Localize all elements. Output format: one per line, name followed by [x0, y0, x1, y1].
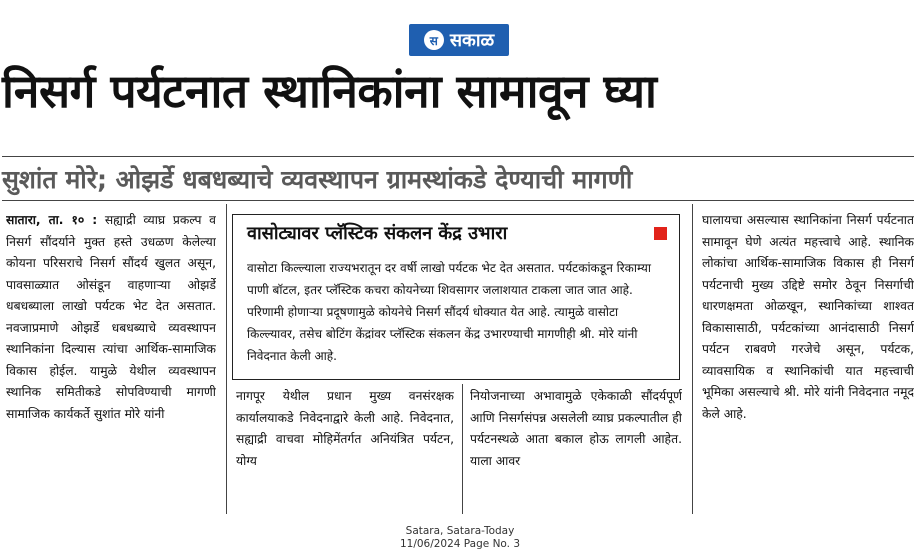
sakal-logo — [409, 24, 509, 56]
logo-text: सकाळ — [449, 30, 495, 51]
article-column-3 — [470, 386, 682, 510]
article-text-1: सह्याद्री व्याघ्र प्रकल्प व निसर्ग सौंदर्याने मुक्त हस्ते उधळण केलेल्या कोयना परिसराचे निसर्ग सौंदर्य खुलत असून, पावसाळ्यात ओसंडून वाहणाऱ्या ओझर्डे धबधब्याला लाखो पर्यटक भेट देत असतात. नवजाप्रमाणे ओझर्डे धबधब्याचे व्यवस्थापन स्थानिकांना दिल्यास त्यांचा आर्थिक-सामाजिक विकास होईल. यामुळे येथील व्यवस्थापन स्थानिक समितीकडे सोपविण्याची मागणी सामाजिक कार्यकर्ते सुशांत मोरे यांनी — [6, 213, 216, 421]
divider-top — [2, 156, 914, 157]
footer-date-page: 11/06/2024 Page No. 3 — [399, 538, 521, 550]
headline: निसर्ग पर्यटनात स्थानिकांना सामावून घ्या — [2, 64, 657, 118]
article-text-3: नियोजनाच्या अभावामुळे एकेकाळी सौंदर्यपूर्ण आणि निसर्गसंपन्न असलेली व्याघ्र प्रकल्पातील ही पर्यटनस्थळे आता बकाल होऊ लागली आहेत. याला आवर — [470, 389, 682, 468]
footer-source: Satara, Satara-Today — [405, 525, 515, 537]
box-body: वासोटा किल्ल्याला राज्यभरातून दर वर्षी लाखो पर्यटक भेट देत असतात. पर्यटकांकडून रिकाम्या पाणी बॉटल, इतर प्लॅस्टिक कचरा कोयनेच्या शिवसागर जलाशयात टाकला जात जात आहे. परिणामी होणाऱ्या प्रदूषणामुळे कोयनेचे निसर्ग सौंदर्य धोक्यात येत आहे. त्यामुळे वासोटा किल्ल्यावर, तसेच बोटिंग केंद्रांवर प्लॅस्टिक संकलन केंद्र उभारण्याची मागणीही श्री. मोरे यांनी निवेदनात केली आहे. — [247, 261, 651, 363]
article-column-1 — [6, 210, 216, 510]
column-divider-2 — [462, 384, 463, 514]
red-square-marker — [654, 227, 667, 240]
page-footer — [330, 525, 590, 551]
column-divider-1 — [226, 204, 227, 514]
logo-emblem-icon: स — [424, 30, 444, 50]
divider-sub — [2, 200, 914, 201]
box-title: वासोट्यावर प्लॅस्टिक संकलन केंद्र उभारा — [247, 223, 508, 244]
subheadline: सुशांत मोरे; ओझर्डे धबधब्याचे व्यवस्थापन ग्रामस्थांकडे देण्याची मागणी — [2, 165, 633, 194]
article-text-2: नागपूर येथील प्रधान मुख्य वनसंरक्षक कार्यालयाकडे निवेदनाद्वारे केली आहे. निवेदनात, सह्याद्री वाचवा मोहिमेंतर्गत अनियंत्रित पर्यटन, योग्य — [236, 389, 454, 468]
sidebar-box — [232, 214, 680, 380]
dateline: सातारा, ता. १० : — [6, 213, 98, 227]
article-column-2 — [236, 386, 454, 510]
article-column-4 — [702, 210, 914, 510]
article-text-4: घालायचा असल्यास स्थानिकांना निसर्ग पर्यटनात सामावून घेणे अत्यंत महत्त्वाचे आहे. स्थानिक लोकांचा आर्थिक-सामाजिक विकास ही निसर्ग पर्यटनाची मुख्य उद्दिष्टे समोर ठेवून निसर्गाची धारणक्षमता ओळखून, स्थानिकांच्या शाश्वत विकासासाठी, पर्यटकांच्या आनंदासाठी निसर्ग पर्यटन राबवणे गरजेचे असून, पर्यटक, व्यावसायिक व स्थानिकांची यात महत्त्वाची भूमिका असल्याचे श्री. मोरे यांनी निवेदनात नमूद केले आहे. — [702, 213, 914, 421]
column-divider-3 — [692, 204, 693, 514]
